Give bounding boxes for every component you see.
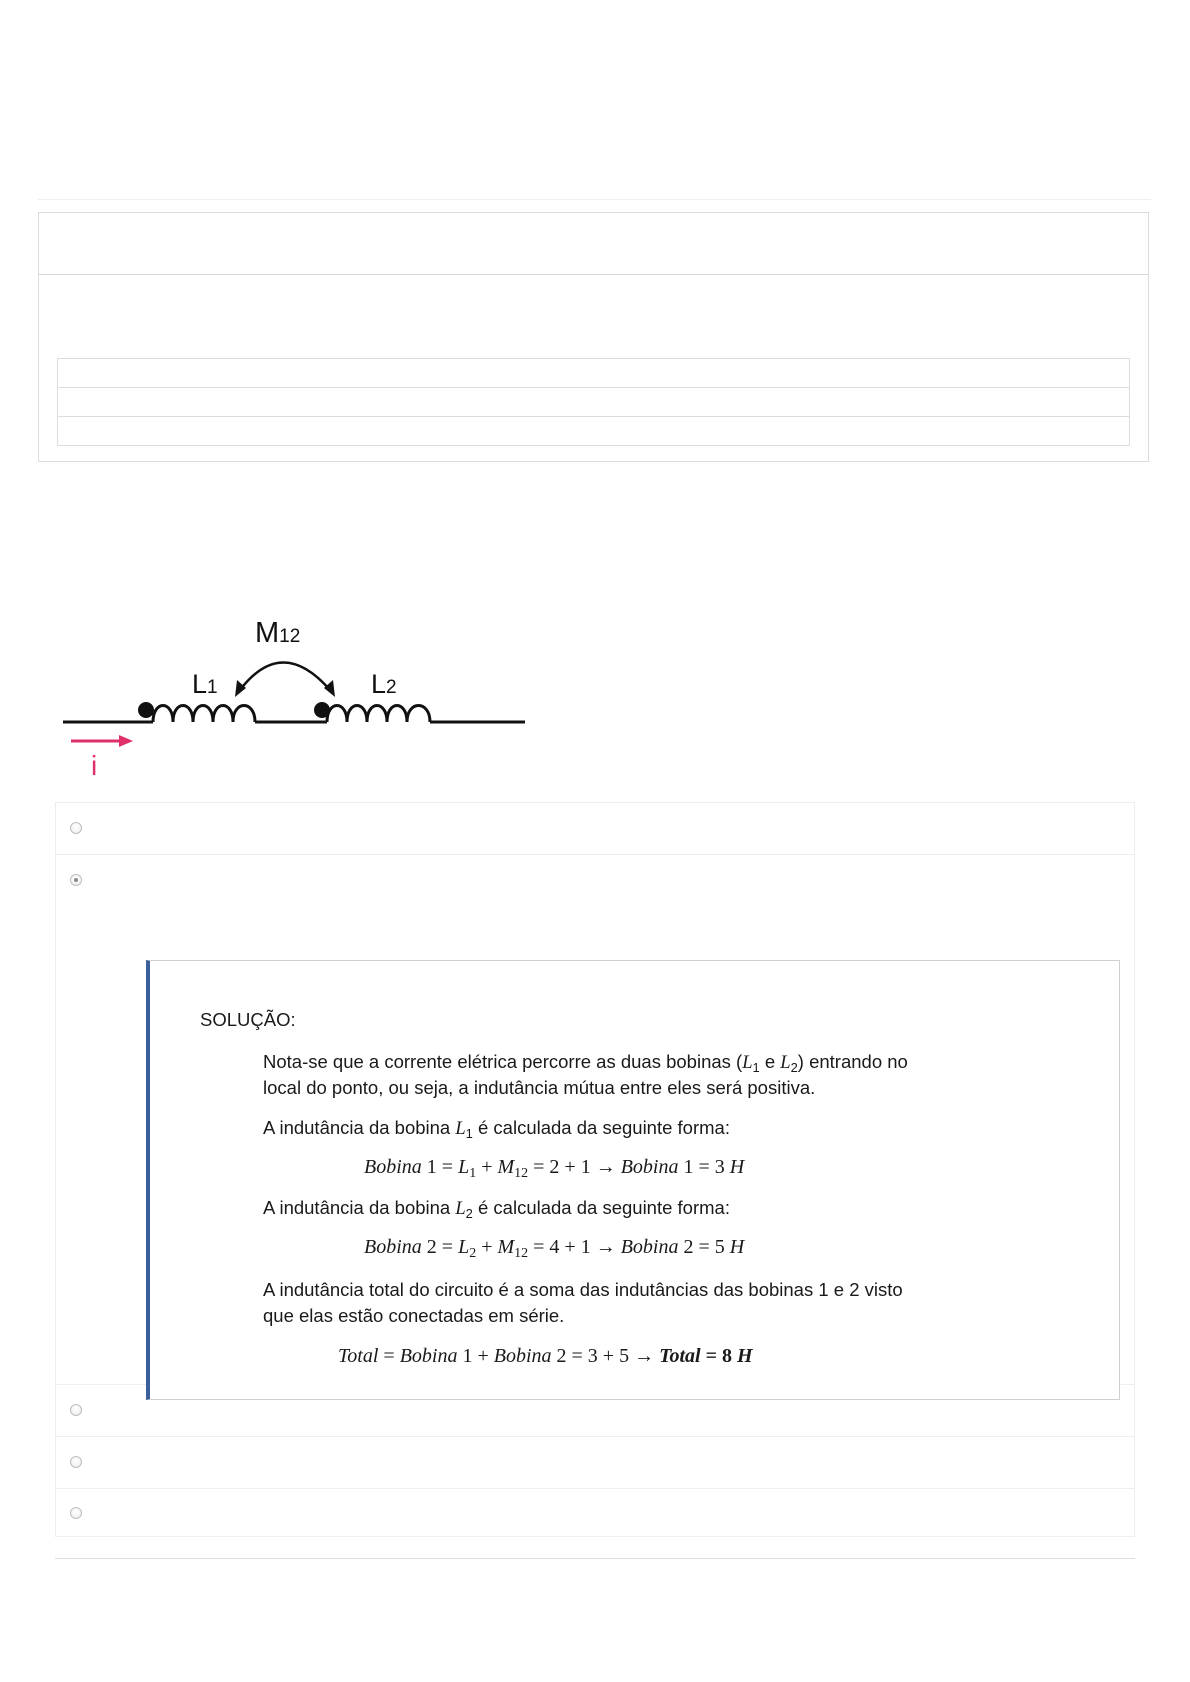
answer-options — [55, 802, 1135, 1537]
polarity-dot-l1 — [138, 702, 154, 718]
equation-total: Total = Bobina 1 + Bobina 2 = 3 + 5 → Total = 8 H — [338, 1345, 753, 1367]
mutual-label: M12 — [255, 617, 301, 649]
question-info-header — [39, 213, 1148, 275]
solution-paragraph-2: A indutância da bobina $L_1$ é calculada da seguinte forma: — [263, 1117, 730, 1141]
answer-option-c[interactable] — [56, 1385, 1134, 1437]
info-row — [58, 359, 1129, 388]
solution-heading: SOLUÇÃO: — [200, 1009, 296, 1030]
solution-paragraph-3: A indutância da bobina $L_2$ é calculada da seguinte forma: — [263, 1197, 730, 1221]
solution-paragraph-4-line-1: A indutância total do circuito é a soma das indutâncias das bobinas 1 e 2 visto — [263, 1279, 903, 1300]
equation-bobina-1: Bobina $1 = L_1 + M_{12} = 2 + 1$ → Bobina 1 = 3 H — [364, 1156, 745, 1181]
coil-l1 — [153, 706, 255, 723]
radio-button-selected[interactable] — [70, 874, 82, 886]
l1-label: L1 — [192, 669, 218, 699]
radio-button[interactable] — [70, 822, 82, 834]
arrowhead-right-icon — [324, 680, 335, 697]
radio-button[interactable] — [70, 1456, 82, 1468]
radio-button[interactable] — [70, 1404, 82, 1416]
solution-paragraph-1-line-1: Nota-se que a corrente elétrica percorre as duas bobinas ($L_1$ e $L_2$) entrando no — [263, 1051, 908, 1075]
top-divider — [38, 199, 1151, 200]
solution-paragraph-4-line-2: que elas estão conectadas em série. — [263, 1305, 565, 1326]
info-row — [58, 388, 1129, 417]
solution-feedback-box — [146, 960, 1120, 1400]
equation-bobina-2: Bobina $2 = L_2 + M_{12} = 4 + 1$ → Bobina 2 = 5 H — [364, 1236, 745, 1261]
question-info-panel — [38, 212, 1149, 462]
solution-paragraph-1-line-2: local do ponto, ou seja, a indutância mútua entre eles será positiva. — [263, 1077, 816, 1098]
answer-option-e[interactable] — [56, 1489, 1134, 1537]
coil-l2 — [327, 706, 430, 723]
polarity-dot-l2 — [314, 702, 330, 718]
current-label: i — [91, 750, 98, 781]
info-row — [58, 417, 1129, 446]
coupled-inductors-circuit — [55, 605, 535, 785]
bottom-divider — [55, 1558, 1135, 1559]
answer-option-b[interactable] — [56, 855, 1134, 1385]
answer-option-d[interactable] — [56, 1437, 1134, 1489]
question-info-table — [57, 358, 1130, 446]
arrowhead-left-icon — [235, 680, 246, 697]
mutual-arc — [240, 663, 330, 691]
current-arrow-icon — [119, 735, 133, 747]
radio-button[interactable] — [70, 1507, 82, 1519]
l2-label: L2 — [371, 669, 397, 699]
answer-option-a[interactable] — [56, 803, 1134, 855]
